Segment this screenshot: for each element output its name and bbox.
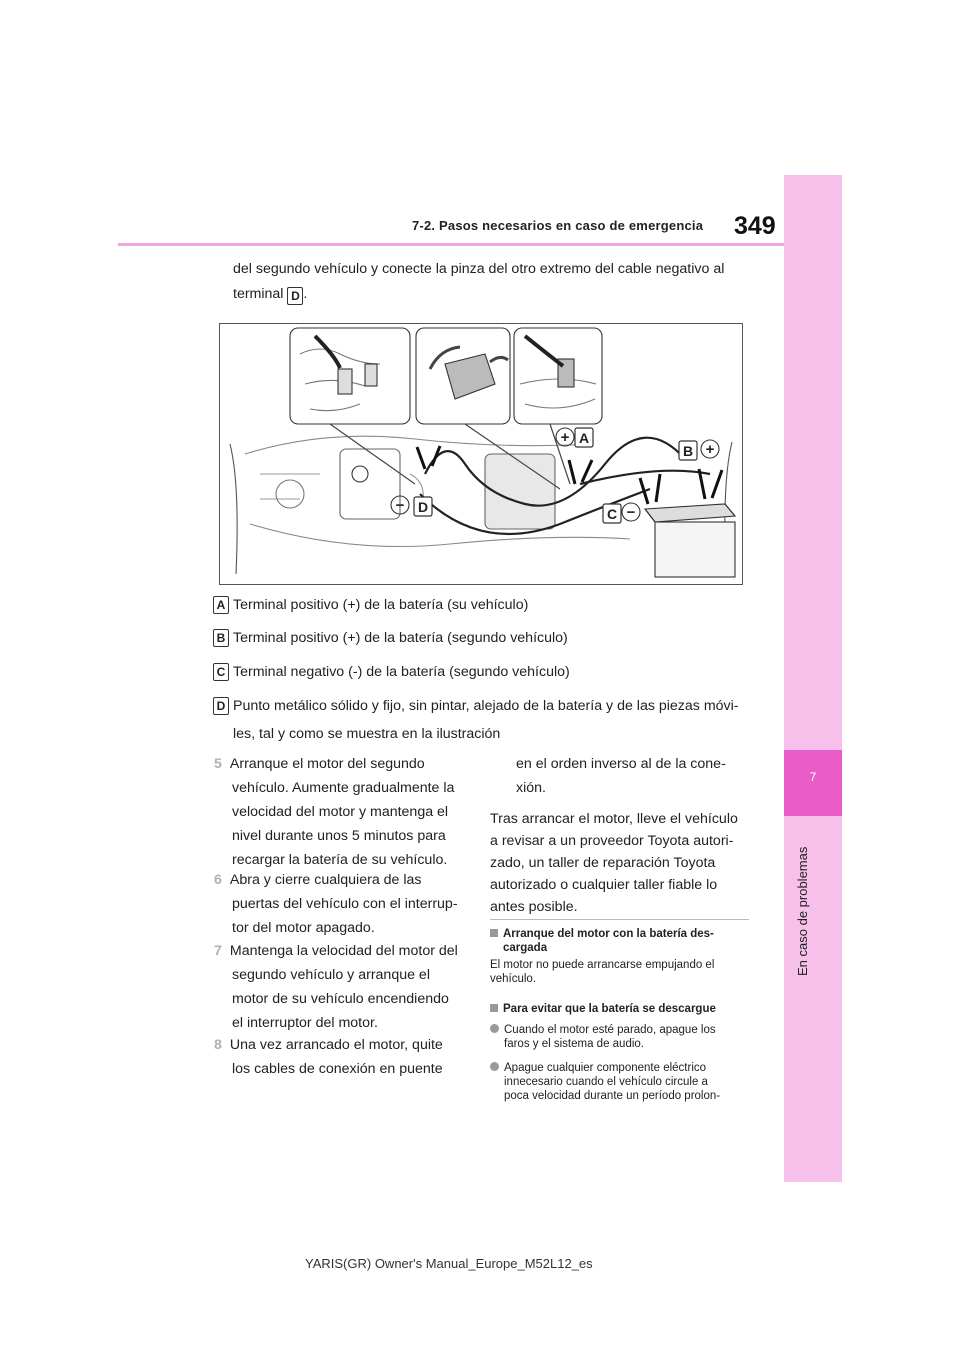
section-title: 7-2. Pasos necesarios en caso de emergencia xyxy=(412,218,704,233)
figure-label-c: C xyxy=(606,506,618,522)
intro-terminal-word: terminal xyxy=(233,286,284,302)
intro-period: . xyxy=(303,286,308,302)
notes-divider xyxy=(490,919,749,920)
minus-sign-d: − xyxy=(395,497,405,514)
intro-line-1: del segundo vehículo y conecte la pinza del otro extremo del cable negativo al xyxy=(233,261,725,277)
after-start-paragraph: Tras arrancar el motor, lleve el vehículo a revisar a un proveedor Toyota autori- zado, un taller de reparación Toyota autorizado o cualquier taller fiable lo antes posible. xyxy=(490,811,738,915)
circle-bullet-icon xyxy=(490,1062,499,1071)
plus-sign-a: + xyxy=(560,429,570,446)
legend-text-c: Terminal negativo (-) de la batería (segundo vehículo) xyxy=(233,664,570,680)
minus-sign-c: − xyxy=(626,504,636,521)
legend-badge-b: B xyxy=(213,629,229,647)
legend-text-b: Terminal positivo (+) de la batería (segundo vehículo) xyxy=(233,630,568,646)
step-8-continuation: en el orden inverso al de la cone- xión. xyxy=(516,756,726,796)
note-prevent-discharge: Para evitar que la batería se descargue xyxy=(490,1002,760,1016)
bullet-unnecessary-components: Apague cualquier componente eléctrico innecesario cuando el vehículo circule a poca velocidad durante un período prolon- xyxy=(490,1061,760,1103)
circle-bullet-icon xyxy=(490,1024,499,1033)
figure-label-a: A xyxy=(578,430,590,446)
page-number: 349 xyxy=(734,212,776,240)
legend-text-a: Terminal positivo (+) de la batería (su vehículo) xyxy=(233,597,529,613)
square-bullet-icon xyxy=(490,1004,498,1012)
chapter-number: 7 xyxy=(809,770,817,784)
chapter-tab-strip xyxy=(784,175,842,1182)
step-5: 5 Arranque el motor del segundo vehículo. Aumente gradualmente la velocidad del motor y mantenga el nivel durante unos 5 minutos para recargar la batería de su vehículo. xyxy=(214,756,455,868)
note-discharged-battery: Arranque del motor con la batería des- cargada El motor no puede arrancarse empujando el vehículo. xyxy=(490,928,715,985)
jump-start-illustration xyxy=(219,323,743,585)
chapter-number-tab[interactable] xyxy=(784,750,842,816)
footer-manual-id: YARIS(GR) Owner's Manual_Europe_M52L12_es xyxy=(305,1256,593,1271)
legend-text-d: Punto metálico sólido y fijo, sin pintar, alejado de la batería y de las piezas móvi- xyxy=(233,698,739,714)
step-6-number: 6 xyxy=(214,872,222,888)
chapter-title-vertical xyxy=(795,840,815,980)
bullet-engine-stopped: Cuando el motor esté parado, apague los faros y el sistema de audio. xyxy=(490,1023,760,1051)
step-6: 6 Abra y cierre cualquiera de las puertas del vehículo con el interrup- tor del motor apagado. xyxy=(214,872,458,936)
legend-text-d-cont: les, tal y como se muestra en la ilustración xyxy=(233,726,501,742)
figure-label-d: D xyxy=(417,499,429,515)
step-7: 7 Mantenga la velocidad del motor del segundo vehículo y arranque el motor de su vehículo encendiendo el interruptor del motor. xyxy=(214,943,458,1031)
step-7-number: 7 xyxy=(214,943,222,959)
header-rule xyxy=(118,243,784,246)
legend-badge-a: A xyxy=(213,596,229,614)
step-8: 8 Una vez arrancado el motor, quite los cables de conexión en puente xyxy=(214,1037,443,1077)
engine-bay-drawing xyxy=(220,324,742,584)
intro-line-2 xyxy=(233,282,307,306)
legend-badge-c: C xyxy=(213,663,229,681)
legend-badge-d: D xyxy=(213,697,229,715)
badge-d-inline: D xyxy=(287,287,303,305)
step-5-number: 5 xyxy=(214,756,222,772)
plus-sign-b: + xyxy=(705,441,715,458)
step-8-number: 8 xyxy=(214,1037,222,1053)
square-bullet-icon xyxy=(490,929,498,937)
chapter-title: En caso de problemas xyxy=(795,846,810,976)
figure-label-b: B xyxy=(682,443,694,459)
